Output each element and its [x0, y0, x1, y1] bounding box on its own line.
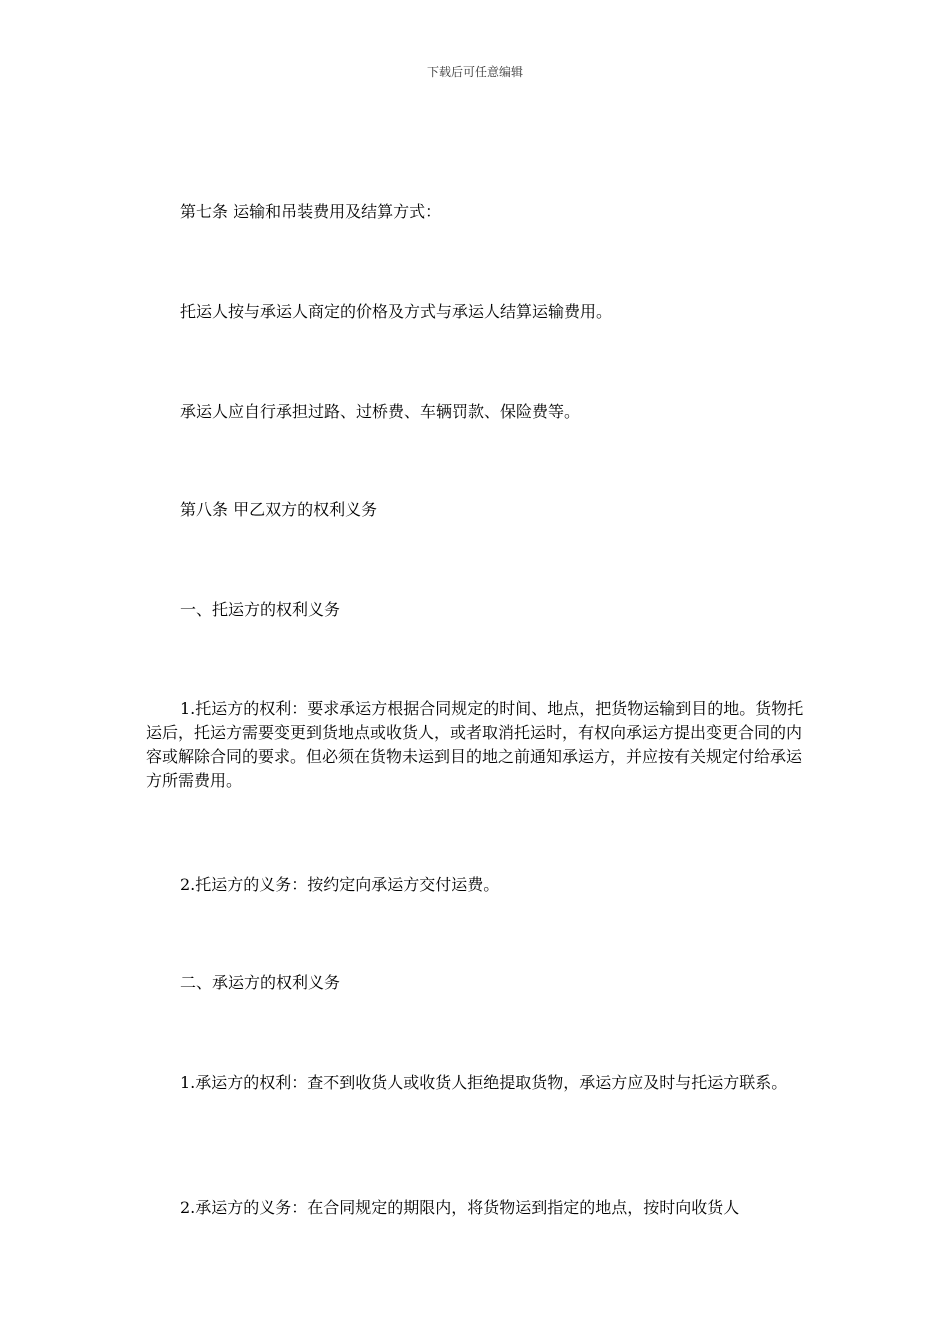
article-7-heading: 第七条 运输和吊装费用及结算方式：: [180, 202, 442, 221]
paragraph-shipper-rights: 1.托运方的权利：要求承运方根据合同规定的时间、地点，把货物运输到目的地。货物托运后，托运方需要变更到货地点或收货人，或者取消托运时，有权向承运方提出变更合同的内容或解除合同的要求。但必须在货物未运到目的地之前通知承运方，并应按有关规定付给承运方所需费用。: [146, 699, 804, 790]
paragraph-carrier-rights: 1.承运方的权利：查不到收货人或收货人拒绝提取货物，承运方应及时与托运方联系。: [180, 1073, 788, 1092]
page-header: 下载后可任意编辑: [426, 65, 523, 79]
section-shipper-heading: 一、托运方的权利义务: [180, 600, 341, 619]
paragraph-carrier-obligations: 2.承运方的义务：在合同规定的期限内，将货物运到指定的地点，按时向收货人: [180, 1198, 740, 1217]
paragraph-shipper-obligations: 2.托运方的义务：按约定向承运方交付运费。: [180, 875, 500, 894]
paragraph-fees: 承运人应自行承担过路、过桥费、车辆罚款、保险费等。: [180, 402, 581, 421]
paragraph-settlement: 托运人按与承运人商定的价格及方式与承运人结算运输费用。: [180, 302, 613, 321]
section-carrier-heading: 二、承运方的权利义务: [180, 973, 341, 992]
article-8-heading: 第八条 甲乙双方的权利义务: [180, 500, 378, 519]
